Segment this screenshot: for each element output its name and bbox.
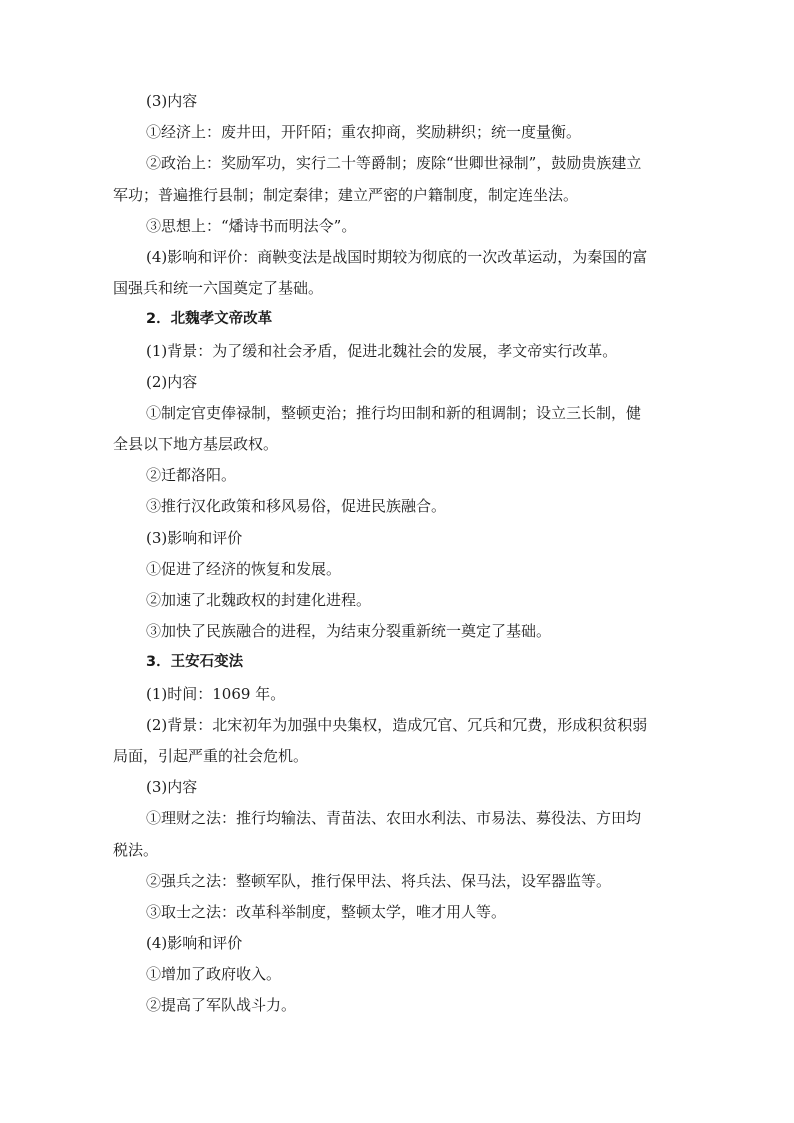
text-line: 军功；普遍推行县制；制定秦律；建立严密的户籍制度，制定连坐法。 bbox=[113, 185, 579, 204]
text-line: ②迁都洛阳。 bbox=[146, 466, 237, 485]
text-line: (3)内容 bbox=[146, 778, 198, 797]
text-line: 税法。 bbox=[113, 840, 159, 859]
text-line: (1)时间：1069 年。 bbox=[146, 684, 286, 703]
text-line: ③思想上：“燔诗书而明法令”。 bbox=[146, 216, 357, 235]
text-line: (3)内容 bbox=[146, 92, 198, 110]
section-heading: 3．王安石变法 bbox=[146, 654, 244, 671]
text-line: (3)影响和评价 bbox=[146, 528, 243, 547]
text-line: ②加速了北魏政权的封建化进程。 bbox=[146, 591, 372, 609]
text-line: ①促进了经济的恢复和发展。 bbox=[146, 559, 342, 578]
text-line: (4)影响和评价 bbox=[146, 934, 243, 953]
text-line: 国强兵和统一六国奠定了基础。 bbox=[113, 279, 324, 298]
text-line: (2)背景：北宋初年为加强中央集权，造成冗官、冗兵和冗费，形成积贫积弱 bbox=[146, 715, 648, 734]
text-line: 局面，引起严重的社会危机。 bbox=[113, 746, 309, 765]
document-body bbox=[113, 86, 685, 1022]
text-line: (4)影响和评价：商鞅变法是战国时期较为彻底的一次改革运动，为秦国的富 bbox=[146, 247, 648, 266]
text-line: ③加快了民族融合的进程，为结束分裂重新统一奠定了基础。 bbox=[146, 622, 552, 641]
text-line: ③取士之法：改革科举制度，整顿太学，唯才用人等。 bbox=[146, 902, 507, 921]
text-line: ①增加了政府收入。 bbox=[146, 965, 282, 984]
text-line: ①制定官吏俸禄制，整顿吏治；推行均田制和新的租调制；设立三长制，健 bbox=[146, 403, 642, 422]
text-line: ②强兵之法：整顿军队，推行保甲法、将兵法、保马法，设军器监等。 bbox=[146, 871, 612, 890]
text-line: ①理财之法：推行均输法、青苗法、农田水利法、市易法、募役法、方田均 bbox=[146, 809, 642, 828]
text-line: (2)内容 bbox=[146, 372, 198, 391]
section-heading: 2．北魏孝文帝改革 bbox=[146, 311, 273, 328]
text-line: 全县以下地方基层政权。 bbox=[113, 435, 279, 454]
text-line: ①经济上：废井田，开阡陌；重农抑商，奖励耕织；统一度量衡。 bbox=[146, 123, 582, 142]
text-line: ②政治上：奖励军功，实行二十等爵制；废除“世卿世禄制”，鼓励贵族建立 bbox=[146, 154, 642, 173]
text-line: (1)背景：为了缓和社会矛盾，促进北魏社会的发展，孝文帝实行改革。 bbox=[146, 341, 618, 360]
text-line: ③推行汉化政策和移风易俗，促进民族融合。 bbox=[146, 497, 447, 516]
text-line: ②提高了军队战斗力。 bbox=[146, 996, 297, 1015]
